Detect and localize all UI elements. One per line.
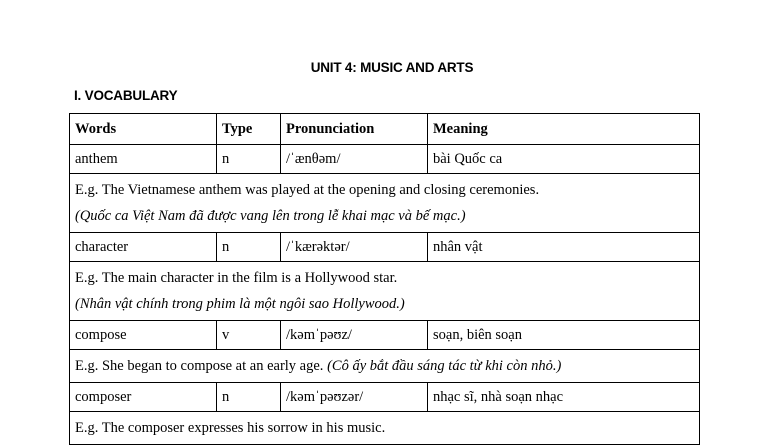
word-cell: anthem — [70, 145, 217, 174]
document-title: UNIT 4: MUSIC AND ARTS — [310, 60, 474, 75]
example-vietnamese: (Quốc ca Việt Nam đã được vang lên trong lễ khai mạc và bế mạc.) — [75, 208, 466, 224]
pronunciation-cell: /kəmˈpəʊz/ — [281, 321, 428, 350]
meaning-cell: soạn, biên soạn — [428, 321, 700, 350]
example-cell — [70, 174, 700, 233]
header-type: Type — [217, 114, 281, 145]
example-row — [70, 262, 700, 321]
example-row — [70, 174, 700, 233]
pronunciation-cell: /kəmˈpəʊzər/ — [281, 383, 428, 412]
table-header-row — [70, 114, 700, 145]
meaning-cell: nhạc sĩ, nhà soạn nhạc — [428, 383, 700, 412]
section-heading: I. VOCABULARY — [74, 88, 178, 103]
type-cell: v — [217, 321, 281, 350]
meaning-cell: bài Quốc ca — [428, 145, 700, 174]
example-english: E.g. The main character in the film is a Hollywood star. — [75, 270, 398, 286]
word-cell: composer — [70, 383, 217, 412]
table-row — [70, 321, 700, 350]
header-words: Words — [70, 114, 217, 145]
example-cell — [70, 262, 700, 321]
example-english: E.g. The Vietnamese anthem was played at the opening and closing ceremonies. — [75, 182, 540, 198]
example-vietnamese: (Cô ấy bắt đầu sáng tác từ khi còn nhỏ.) — [327, 358, 562, 374]
pronunciation-cell: /ˈænθəm/ — [281, 145, 428, 174]
example-cell — [70, 350, 700, 383]
header-pronunciation: Pronunciation — [281, 114, 428, 145]
type-cell: n — [217, 383, 281, 412]
header-meaning: Meaning — [428, 114, 700, 145]
pronunciation-cell: /ˈkærəktər/ — [281, 233, 428, 262]
example-vietnamese: (Nhân vật chính trong phim là một ngôi sao Hollywood.) — [75, 296, 405, 312]
example-english: E.g. She began to compose at an early age. — [75, 358, 324, 374]
example-row — [70, 350, 700, 383]
type-cell: n — [217, 233, 281, 262]
meaning-cell: nhân vật — [428, 233, 700, 262]
example-row — [70, 412, 700, 445]
word-cell: compose — [70, 321, 217, 350]
example-cell — [70, 412, 700, 445]
word-cell: character — [70, 233, 217, 262]
type-cell: n — [217, 145, 281, 174]
table-row — [70, 383, 700, 412]
example-english: E.g. The composer expresses his sorrow in his music. — [75, 420, 386, 436]
table-row — [70, 233, 700, 262]
vocabulary-table — [69, 113, 700, 445]
table-row — [70, 145, 700, 174]
